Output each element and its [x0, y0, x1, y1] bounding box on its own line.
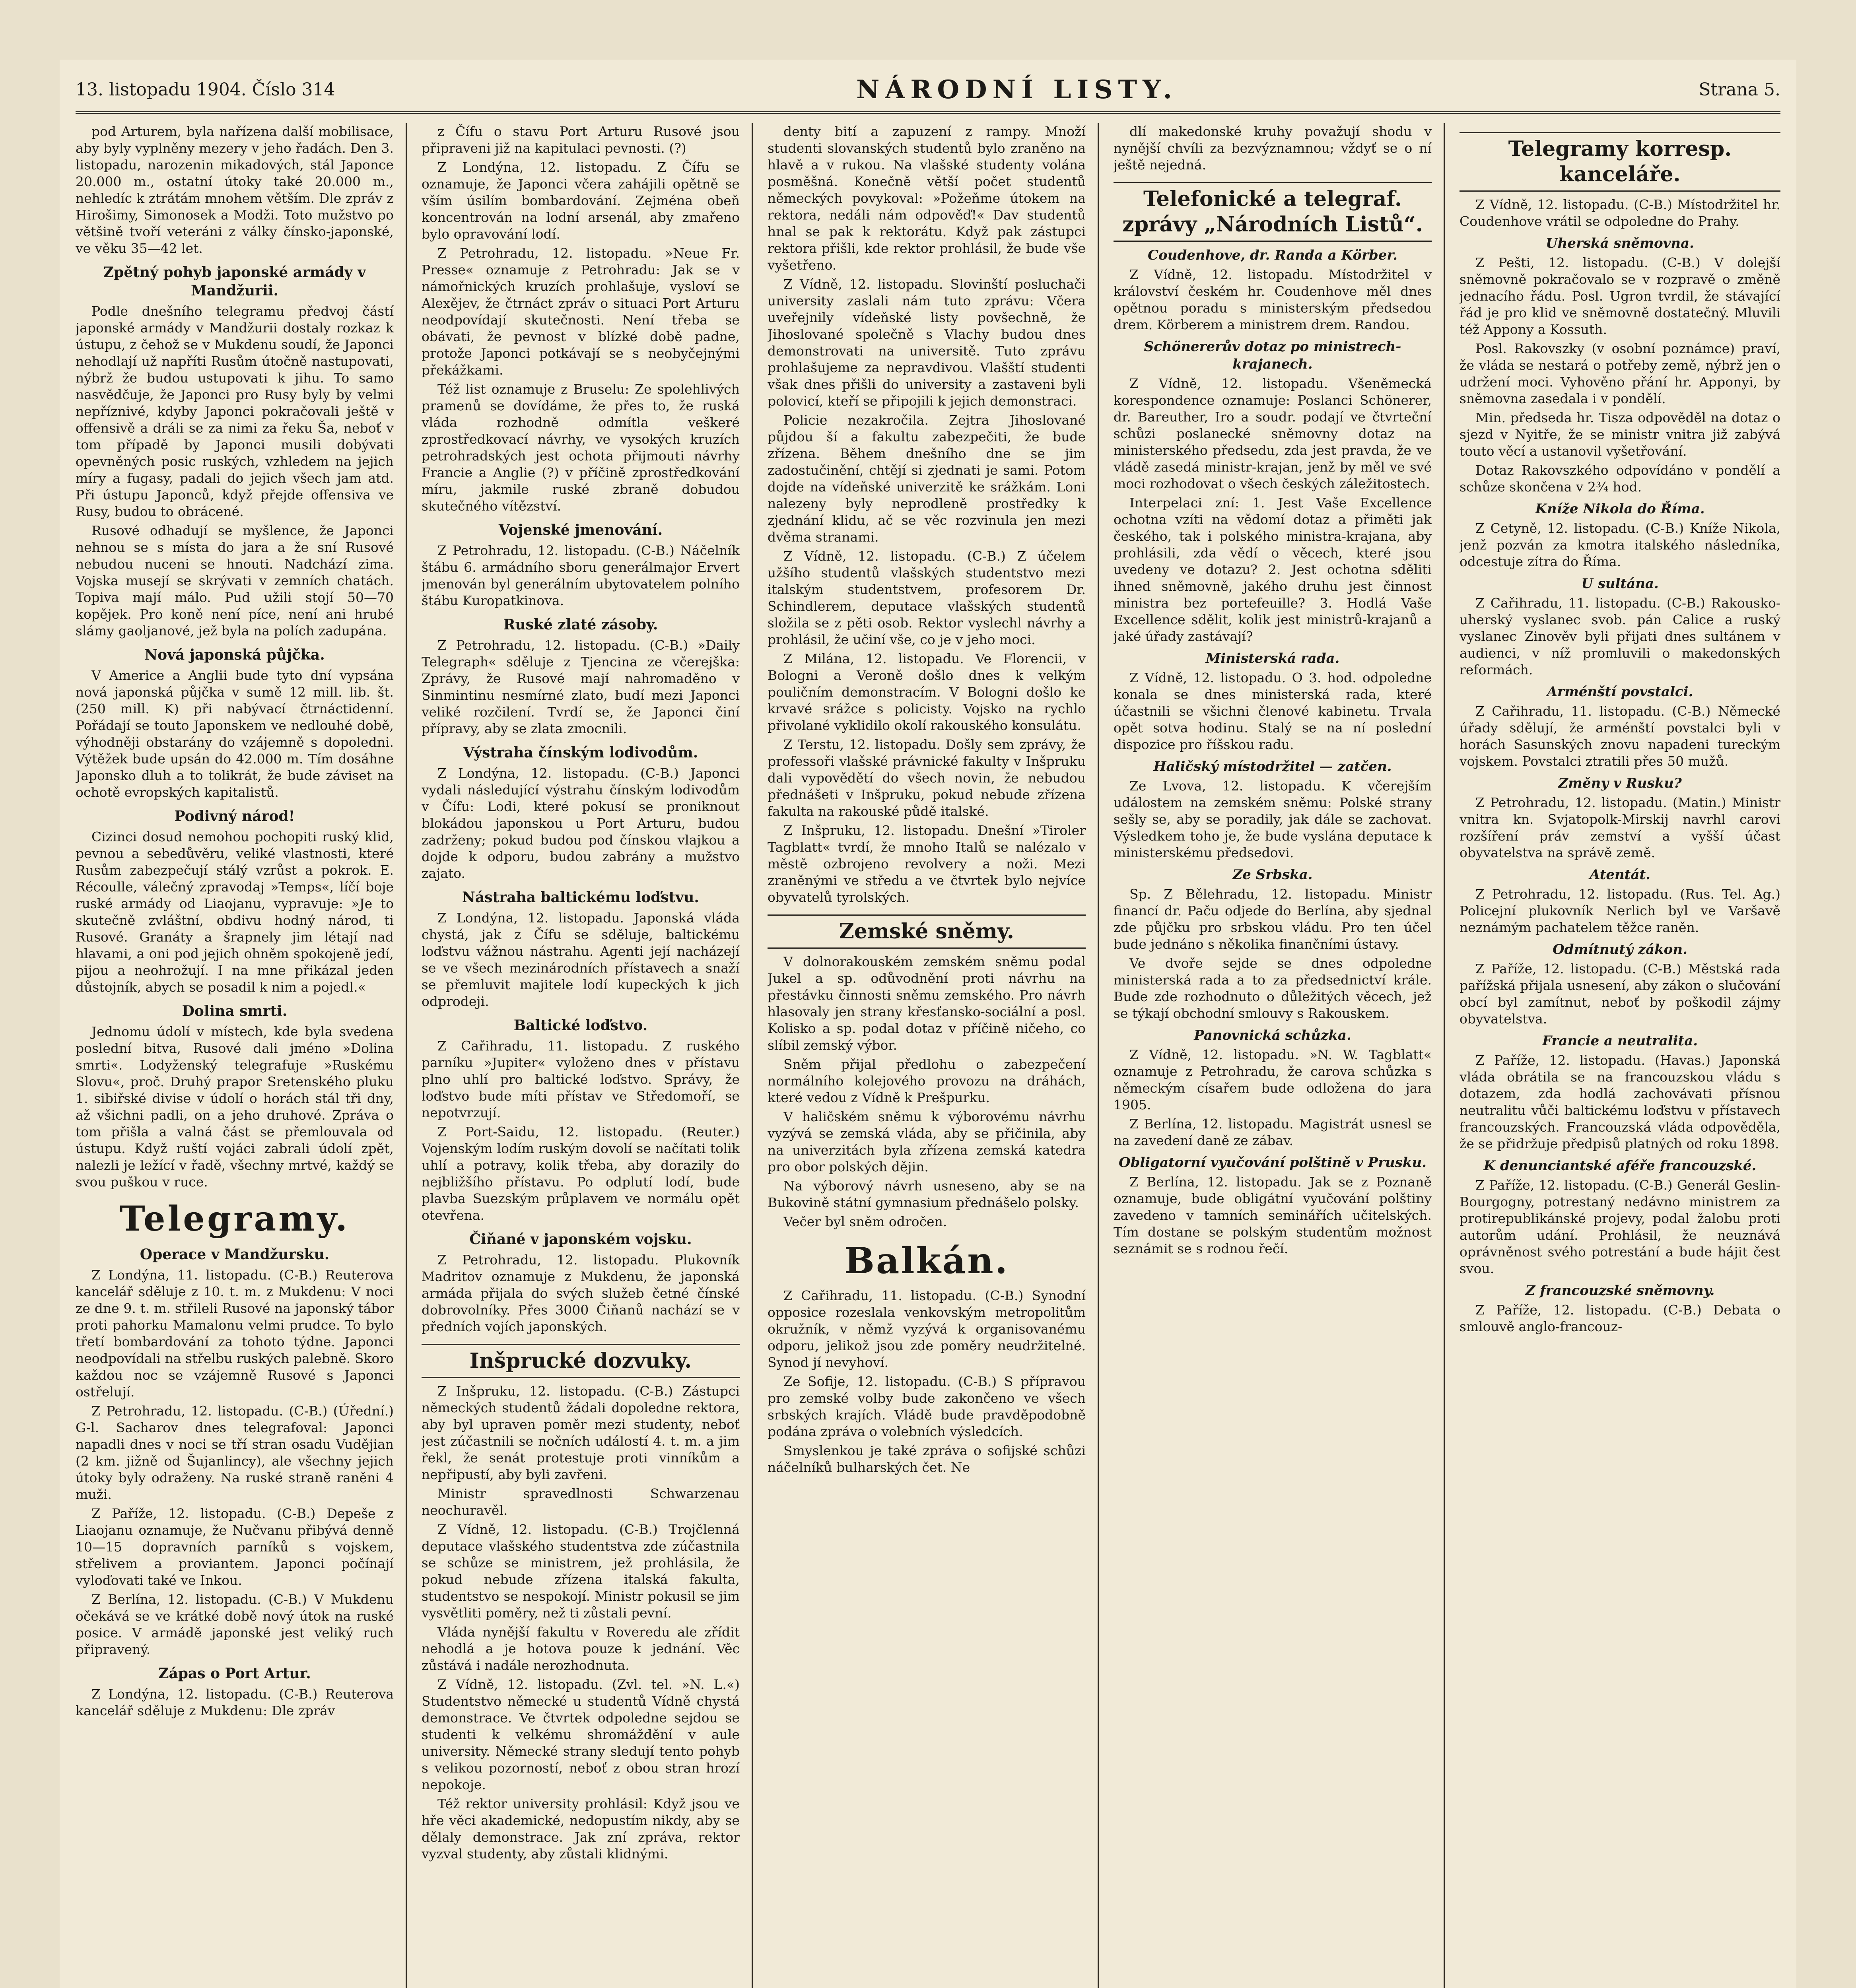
article-text: Z Londýna, 12. listopadu. Japonská vláda chystá, jak z Čífu se sděluje, baltickému loďstvu vážnou nástrahu. Agenti její nacházejí se ve všech mezinárodních přístavech a snaží se přemluvit majitele lodí kupeckých k jich odprodeji.	[422, 910, 740, 1009]
article-text: Na výborový návrh usneseno, aby se na Bukovině státní gymnasium přednášelo polsky.	[768, 1178, 1086, 1210]
article-text: Min. předseda hr. Tisza odpověděl na dotaz o sjezd v Nyitře, že se ministr vnitra již zabývá touto věcí a ustanovil vyšetřování.	[1460, 410, 1780, 459]
article-text: Z Petrohradu, 12. listopadu. (C-B.) (Úřední.) G-l. Sacharov dnes telegrafoval: Japonci napadli dnes v noci se tří stran osadu Vudějian (2 km. jižně od Šujanlincy), ale všechny jejich útoky byly odraženy. Na ruské straně raněni 4 muži.	[76, 1403, 394, 1502]
article-text: Z Londýna, 11. listopadu. (C-B.) Reuterova kancelář sděluje z 10. t. m. z Mukdenu: V noci ze dne 9. t. m. střileli Rusové na japonský tábor proti pahorku Mamalonu velmi prudce. To bylo třetí bombardování za tohoto týdne. Japonci neodpovídali na střelbu ruských palebně. Skoro každou noc se vzájemně Rusové s Japonci ostřelují.	[76, 1267, 394, 1400]
article-text: Z Londýna, 12. listopadu. (C-B.) Reuterova kancelář sděluje z Mukdenu: Dle zpráv	[76, 1686, 394, 1718]
column-2	[422, 123, 740, 1988]
article-text: Sněm přijal předlohu o zabezpečení normálního kolejového provozu na dráhách, které vedou z Vídně k Prešpurku.	[768, 1056, 1086, 1105]
article-headline: Arménští povstalci.	[1547, 684, 1693, 700]
article-text: Z Berlína, 12. listopadu. Jak se z Poznaně oznamuje, bude obligátní vyučování polštiny zavedeno v tamních seminářích učitelských. Tím dostane se polským studentům možnost seznámit se s rodnou řečí.	[1114, 1174, 1432, 1256]
issue-date: 13. listopadu 1904. Číslo 314	[76, 79, 335, 100]
article-text: Podle dnešního telegramu předvoj částí japonské armády v Mandžurii dostaly rozkaz k ústupu, z čehož se v Mukdenu soudí, že Japonci nehodlají už napříti Rusům útočně nastupovati, nýbrž že budou ustupovati k jihu. To samo nasvědčuje, že Japonci pro Rusy byly by velmi nepříznivé, kdyby Japonci pokračovali ještě v offensivě a dráli se za nimi za řeku Ša, neboť v tom případě by Japonci musili dobývati opevněných posic ruských, vzhledem na jejich míry a fugasy, padali do jejich všech jam atd. Při ústupu Japonců, když přejde offensiva ve Rusy, budou to obrácené.	[76, 303, 394, 519]
article-headline: Kníže Nikola do Říma.	[1535, 501, 1705, 517]
article-headline: Coudenhove, dr. Randa a Körber.	[1147, 247, 1397, 263]
article-headline: Uherská sněmovna.	[1546, 235, 1694, 251]
column-rule	[1098, 123, 1099, 1988]
article-text: Z Cetyně, 12. listopadu. (C-B.) Kníže Nikola, jenž pozván za kmotra italského následníka, odcestuje zítra do Říma.	[1460, 520, 1780, 569]
article-text: Z Paříže, 12. listopadu. (C-B.) Městská rada pařížská přijala usnesení, aby zákon o slučování obcí byl zamítnut, neboť by poškodil zájmy obyvatelstva.	[1460, 961, 1780, 1027]
article-headline: Podivný národ!	[174, 808, 295, 825]
article-headline: Panovnická schůzka.	[1194, 1027, 1351, 1043]
article-headline: Atentát.	[1589, 867, 1651, 883]
article-text: denty bití a zapuzení z rampy. Množí studenti slovanských studentů bylo zraněno na hlavě a v rukou. Na vlašské studenty volána posměšná. Konečně větší počet studentů německých povykoval: »Požeňme útokem na rektora, nedáli nám odpověď!« Dav studentů hnal se pak k rektorátu. Když pak zástupci rektora přišli, kde rektor prohlásil, že bude vše vyšetřeno.	[768, 124, 1086, 273]
article-text: Ve dvoře sejde se dnes odpoledne ministerská rada a to za předsednictví krále. Bude zde rozhodnuto o důležitých věcech, jež se týkají obchodní smlouvy s Rakouskem.	[1114, 955, 1432, 1021]
article-text: Sp. Z Bělehradu, 12. listopadu. Ministr financí dr. Paču odjede do Berlína, aby sjednal zde půjčku pro srbskou vládu. Pro ten účel bude jednáno s několika finančními ústavy.	[1114, 886, 1432, 952]
article-text: Dotaz Rakovszkého odpovídáno v pondělí a schůze skončena v 2¾ hod.	[1460, 462, 1780, 495]
article-headline: U sultána.	[1581, 576, 1659, 592]
article-text: Cizinci dosud nemohou pochopiti ruský klid, pevnou a sebedůvěru, veliké vlastnosti, které Rusům zabezpečují stálý vzrůst a pokrok. E. Récoulle, válečný zpravodaj »Temps«, líčí boje ruské armády od Liaojanu, vypravuje: »Je to skutečně zvláštní, obdivu hodný národ, ti Rusové. Granáty a šrapnely jim létají nad hlavami, a oni pod jejich ohněm spokojeně jedí, pijou a neohrožují. I na mne přikázal jeden důstojník, abych se posadil k nim a pojedl.«	[76, 829, 394, 995]
article-text: Z Vídně, 12. listopadu. Místodržitel v království českém hr. Coudenhove měl dnes opětnou poradu s ministerským předsedou drem. Körberem a ministrem drem. Randou.	[1114, 267, 1432, 332]
article-text: Z Berlína, 12. listopadu. Magistrát usnesl se na zavedení daně ze zábav.	[1114, 1116, 1432, 1148]
section-title-telefonicke: Telefonické a telegraf. zprávy „Národních Listů“.	[1114, 182, 1432, 242]
article-text: Z Petrohradu, 12. listopadu. (C-B.) »Daily Telegraph« sděluje z Tjencina ze včerejška: Zprávy, že Rusové mají nahromaděno v Sinmintinu nesmírné zlato, budí mezi Japonci veliké rozčilení. Tvrdí se, že Japonci činí přípravy, aby se zlata zmocnili.	[422, 637, 740, 736]
article-text: Z Petrohradu, 12. listopadu. »Neue Fr. Presse« oznamuje z Petrohradu: Jak se v námořnických kruzích prohlašuje, vysloví se Alexějev, že čtrnáct zpráv o situaci Port Arturu neodpovídají skutečnosti. Není třeba se obávati, že pevnost v blízké době padne, protože Japonci potkávají se s neobyčejnými překážkami.	[422, 245, 740, 378]
article-text: Též rektor university prohlásil: Když jsou ve hře věci akademické, nedopustím nikdy, aby se dělaly demonstrace. Jak zní zpráva, rektor vyzval studenty, aby zůstali klidnými.	[422, 1796, 740, 1862]
article-headline: Nástraha baltickému loďstvu.	[462, 889, 699, 906]
article-text: Též list oznamuje z Bruselu: Ze spolehlivých pramenů se dovídáme, že přes to, že ruská vláda rozhodně odmítla veškeré zprostředkovací návrhy, ve vysokých kruzích petrohradských jest ochota přijmouti návrhy Francie a Anglie (?) v příčině zprostředkování míru, jakmile ruské zbraně dobudou skutečného vítězství.	[422, 381, 740, 514]
article-text: Z Londýna, 12. listopadu. (C-B.) Japonci vydali následující výstrahu čínským lodivodům v Čífu: Lodi, které pokusí se proniknout blokádou japonskou u Port Arturu, budou zadrženy; pokud budou pod čínskou vlajkou a dojde k odporu, budou zabrány a mužstvo zajato.	[422, 765, 740, 881]
article-text: V dolnorakouském zemském sněmu podal Jukel a sp. odůvodnění proti návrhu na přestávku činnosti sněmu zemského. Pro návrh hlasovaly jen strany křesťansko-sociální a posl. Kolisko a sp. podal dotaz v příčině ničeho, co slíbil zemský výbor.	[768, 954, 1086, 1053]
article-text: Z Paříže, 12. listopadu. (C-B.) Depeše z Liaojanu oznamuje, že Nučvanu přibývá denně 10—15 dopravních parníků s vojskem, střelivem a proviantem. Japonci počínají vyloďovati také ve Inkou.	[76, 1506, 394, 1588]
column-1	[76, 123, 394, 1988]
column-5	[1460, 123, 1780, 1988]
masthead	[76, 68, 1780, 114]
article-text: Z Vídně, 12. listopadu. O 3. hod. odpoledne konala se dnes ministerská rada, které účastnili se všichni členové kabinetu. Trvala opět sotva hodinu. Stalý se na ní poslední dispozice pro říšskou radu.	[1114, 670, 1432, 752]
article-text: Z Vídně, 12. listopadu. »N. W. Tagblatt« oznamuje z Petrohradu, že carova schůzka s německým císařem bude odložena do jara 1905.	[1114, 1047, 1432, 1112]
column-rule	[1444, 123, 1445, 1988]
article-headline: Odmítnutý zákon.	[1553, 942, 1687, 957]
article-headline: Dolina smrti.	[182, 1003, 288, 1019]
article-text: Z Petrohradu, 12. listopadu. (Matin.) Ministr vnitra kn. Svjatopolk-Mirskij navrhl carovi rozšíření práv zemství a vyšší účast obyvatelstva na správě země.	[1460, 795, 1780, 860]
article-text: Rusové odhadují se myšlence, že Japonci nehnou se s místa do jara a že sní Rusové nebudou nuceni se hnouti. Nadchází zima. Vojska musejí se skrývati v zemních chatách. Topiva mají málo. Pud užili stojí 50—70 kopějek. Pro koně není píce, není ani hrubé slámy gaoljanové, jež byla na polích zadupána.	[76, 523, 394, 639]
column-rule	[406, 123, 407, 1988]
article-text: pod Arturem, byla nařízena další mobilisace, aby byly vyplněny mezery v jeho řadách. Den 3. listopadu, narozenin mikadových, stál Japonce 20.000 m., ostatní útoky také 20.000 m., nehledíc k ztrátám mnohem větším. Dle zpráv z Hirošimy, Simonosek a Modži. Toto mužstvo po většině tvoří veteráni z války čínsko-japonské, ve věku 35—42 let.	[76, 124, 394, 256]
article-text: Z Petrohradu, 12. listopadu. (Rus. Tel. Ag.) Policejní plukovník Nerlich byl ve Varšavě neznámým pachatelem těžce raněn.	[1460, 886, 1780, 935]
newspaper-page	[60, 60, 1796, 1988]
article-headline: Změny v Rusku?	[1558, 775, 1682, 791]
article-text: Z Paříže, 12. listopadu. (C-B.) Generál Geslin-Bourgogny, potrestaný nedávno ministrem za protirepublikánské projevy, podal žalobu proti autorům udání. Prohlásil, že neuznává oprávněnost svého potrestání a bude hájit čest svou.	[1460, 1177, 1780, 1276]
article-headline: Nová japonská půjčka.	[144, 646, 325, 663]
article-headline: Haličský místodržitel — zatčen.	[1153, 759, 1392, 775]
article-headline: Francie a neutralita.	[1542, 1033, 1698, 1049]
article-headline: Ze Srbska.	[1232, 867, 1313, 883]
article-text: Ze Lvova, 12. listopadu. K včerejším událostem na zemském sněmu: Polské strany sešly se, aby se poradily, jak dále se zachovat. Výsledkem toho je, že bude vyslána deputace k ministerskému předsedovi.	[1114, 778, 1432, 860]
article-text: Z Petrohradu, 12. listopadu. Plukovník Madritov oznamuje z Mukdenu, že japonská armáda přijala do svých služeb četné čínské dobrovolníky. Přes 3000 Čiňanů nachází se v předních vojích japonských.	[422, 1252, 740, 1334]
article-text: Z Cařihradu, 11. listopadu. (C-B.) Synodní opposice rozeslala venkovským metropolitům okružník, v němž vyzývá k organisovanému odporu, jelikož jsou zde poměry neudržitelné. Synod jí nevyhoví.	[768, 1288, 1086, 1370]
article-text: Z Vídně, 12. listopadu. Všeněmecká korespondence oznamuje: Poslanci Schönerer, dr. Bareuther, Iro a soudr. podají ve čtvrteční schůzi poslanecké sněmovny dotaz na ministerského předsedu, zda jest pravda, že ve vládě zasedá ministr-krajan, jenž by měl ve své moci rozhodovat o všech českých záležitostech.	[1114, 376, 1432, 491]
column-3	[768, 123, 1086, 1988]
article-text: Z Vídně, 12. listopadu. (C-B.) Místodržitel hr. Coudenhove vrátil se odpoledne do Prahy.	[1460, 197, 1780, 229]
article-headline: Z francouzské sněmovny.	[1525, 1283, 1715, 1299]
article-text: Z Terstu, 12. listopadu. Došly sem zprávy, že professoři vlašské právnické fakulty v Inšpruku dali vypovědětí do všech novin, že nebudou přednášeti v Inšpruku, pokud nebude zřízena fakulta na rakouské půdě italské.	[768, 737, 1086, 819]
article-headline: Čiňané v japonském vojsku.	[469, 1231, 692, 1248]
article-text: Z Cařihradu, 11. listopadu. (C-B.) Německé úřady sdělují, že arménští povstalci byli v horách Sasunských znovu napadeni tureckým vojskem. Povstalci ztratili přes 50 mužů.	[1460, 703, 1780, 769]
article-headline: Ministerská rada.	[1205, 650, 1340, 666]
article-headline: Schönererův dotaz po ministrech-krajanech.	[1144, 339, 1401, 372]
article-text: Z Cařihradu, 11. listopadu. Z ruského parníku »Jupiter« vyloženo dnes v přístavu plno uhlí pro baltické loďstvo. Správy, že loďstvo bude míti přístav ve Středomoří, se nepotvrzují.	[422, 1038, 740, 1120]
article-text: Z Pešti, 12. listopadu. (C-B.) V dolejší sněmovně pokračovalo se v rozpravě o změně jednacího řádu. Posl. Ugron tvrdil, že stávající řád je pro klid ve sněmovně dostatečný. Mluvili též Appony a Kossuth.	[1460, 255, 1780, 337]
article-text: V Americe a Anglii bude tyto dní vypsána nová japonská půjčka v sumě 12 mill. lib. št. (250 mill. K) při nabývací čtrnáctidenní. Pořádají se touto Japonskem ve nedlouhé době, výhodněji obstarány do vzájemně s dopoledni. Výtěžek bude upsán do 42.000 m. Tím dosáhne Japonsko dluh a to tolikrát, že bude záviset na ochotě evropských kapitalistů.	[76, 668, 394, 800]
column-rule	[752, 123, 753, 1988]
article-headline: Vojenské jmenování.	[498, 522, 663, 538]
article-headline: Zápas o Port Artur.	[158, 1665, 311, 1682]
article-text: Z Vídně, 12. listopadu. (C-B.) Z účelem užšího studentů vlašských studentstvo mezi italským studentstvem, profesorem Dr. Schindlerem, deputace vlašských studentů složila se z pěti osob. Rektor vyslechl návrhy a prohlásil, že učiní vše, co je v jeho moci.	[768, 548, 1086, 647]
section-title-korresp: Telegramy korresp. kanceláře.	[1460, 132, 1780, 192]
article-text: Z Londýna, 12. listopadu. Z Čífu se oznamuje, že Japonci včera zahájili opětně se vším úsilím bombardování. Zejména obeň koncentrován na lodní arsenál, aby zmařeno bylo opravování lodí.	[422, 159, 740, 242]
article-text: Vláda nynější fakultu v Roveredu ale zřídit nehodlá a je hotova pouze k jednání. Věc zůstává i nadále nerozhodnuta.	[422, 1624, 740, 1673]
column-4	[1114, 123, 1432, 1988]
page-number: Strana 5.	[1699, 79, 1780, 100]
article-headline: K denunciantské aféře francouzské.	[1483, 1158, 1757, 1174]
article-text: Z Milána, 12. listopadu. Ve Florencii, v Bologni a Veroně došlo dnes k velkým pouličním demonstracím. V Bologni došlo ke krvavé srážce s policisty. Vojsko na rychlo přivolané vyklidilo okolí rakouského konsulátu.	[768, 651, 1086, 733]
article-headline: Výstraha čínským lodivodům.	[463, 744, 698, 761]
article-text: Z Port-Saidu, 12. listopadu. (Reuter.) Vojenským lodím ruským dovolí se načítati tolik uhlí a potravy, kolik třeba, aby dorazily do nejbližšího přístavu. Po odplutí lodí, bude plavba Suezským průplavem ve normálu opět otevřena.	[422, 1124, 740, 1223]
article-headline: Obligatorní vyučování polštině v Prusku.	[1118, 1155, 1427, 1171]
article-text: Z Petrohradu, 12. listopadu. (C-B.) Náčelník štábu 6. armádního sboru generálmajor Ervert jmenován byl generálním ubytovatelem polního štábu Kuropatkinova.	[422, 543, 740, 608]
article-text: Policie nezakročila. Zejtra Jihoslované půjdou ší a fakultu zabezpečiti, že bude zřízena. Během dnešního dne se jim zadostučinění, chtějí si zjednati je sami. Potom dojde na vídeňské univerzitě ke srážkám. Loni nalezeny byly neprodleně prostředky k zjednání klidu, ač se věc rozvinula jen mezi dvěma stranami.	[768, 412, 1086, 545]
article-text: Z Vídně, 12. listopadu. Slovinští posluchači university zaslali nám tuto zprávu: Včera uveřejnily vídeňské listy povšechně, že Jihoslované společně s Vlachy budou dnes demonstrovati na universitě. Tuto zprávu prohlašujeme za nepravdivou. Vlašští studenti však dnes přišli do university a zastaveni byli polovicí, kteří se připojili k jejich demonstraci.	[768, 276, 1086, 409]
section-title-zemske-snemy: Zemské sněmy.	[768, 914, 1086, 949]
article-text: Z Inšpruku, 12. listopadu. (C-B.) Zástupci německých studentů žádali dopoledne rektora, aby byl upraven poměr mezi studenty, neboť jest zúčastnili se nočních událostí 4. t. m. a jim řekl, že senát protestuje proti vinníkům a nepřipustí, aby byli zavřeni.	[422, 1383, 740, 1482]
section-title-telegramy: Telegramy.	[119, 1199, 350, 1239]
section-title-balkan: Balkán.	[844, 1240, 1009, 1282]
section-title-inspruck: Inšprucké dozvuky.	[422, 1344, 740, 1378]
article-text: Večer byl sněm odročen.	[783, 1214, 947, 1229]
article-text: Z Berlína, 12. listopadu. (C-B.) V Mukdenu očekává se ve krátké době nový útok na ruské posice. V armádě japonské jest veliký ruch připravený.	[76, 1592, 394, 1657]
article-text: Z Inšpruku, 12. listopadu. Dnešní »Tiroler Tagblatt« tvrdí, že mnoho Italů se nalézalo v městě ozbrojeno revolvery a noži. Mezi zraněnými ve středu a ve čtvrtek bylo nejvíce obyvatelů tyrolských.	[768, 823, 1086, 905]
article-headline: Zpětný pohyb japonské armády v Mandžurii.	[103, 264, 366, 299]
article-headline: Ruské zlaté zásoby.	[503, 616, 658, 633]
article-text: z Čífu o stavu Port Arturu Rusové jsou připraveni již na kapitulaci pevnosti. (?)	[422, 124, 740, 156]
article-text: Ze Sofije, 12. listopadu. (C-B.) S přípravou pro zemské volby bude zakončeno ve všech srbských krajích. Vládě bude pravděpodobně podána zpráva o volebních výsledcích.	[768, 1374, 1086, 1439]
article-text: Z Vídně, 12. listopadu. (Zvl. tel. »N. L.«) Studentstvo německé u studentů Vídně chystá demonstrace. Ve čtvrtek odpoledne sejdou se studenti k velkému shromáždění v aule university. Německé strany sledují tento pohyb s velikou pozorností, neboť z obou stran hrozí nepokoje.	[422, 1677, 740, 1792]
article-text: Smyslenkou je také zpráva o sofijské schůzi náčelníků bulharských čet. Ne	[768, 1443, 1086, 1475]
article-headline: Operace v Mandžursku.	[140, 1246, 330, 1263]
article-text: Jednomu údolí v místech, kde byla svedena poslední bitva, Rusové dali jméno »Dolina smrti«. Lodyženský telegrafuje »Ruskému Slovu«, proč. Druhý prapor Sretenského pluku 1. sibiřské divise v údolí o horách stál tři dny, až všichni padli, on a jeho druhové. Zpráva o tom přišla a valná část se přemlouvala od ústupu. Když ruští vojáci zabrali údolí zpět, nalezli je ležící v řadě, všechny mrtvé, každý se svou puškou v ruce.	[76, 1024, 394, 1190]
article-text: Interpelaci zní: 1. Jest Vaše Excellence ochotna vzíti na vědomí dotaz a přiměti jak českého, tak i polského ministra-krajana, aby prohlásili, zda vědí o věcech, které jsou uvedeny ve dotazu? 2. Jest ochotna sděliti ihned sněmovně, jakého druhu jest činnost ministra bez portefeuille? 3. Hodlá Vaše Excellence sdělit, kolik jest ministrů-krajanů a jaké úřady zastávají?	[1114, 495, 1432, 644]
article-text: Posl. Rakovszky (v osobní poznámce) praví, že vláda se nestará o potřeby země, nýbrž jen o udržení moci. Vyhověno přání hr. Apponyi, by sněmovna zasedala i v pondělí.	[1460, 341, 1780, 406]
newspaper-title: NÁRODNÍ LISTY.	[856, 74, 1178, 105]
article-headline: Baltické loďstvo.	[513, 1017, 648, 1034]
article-text: Z Vídně, 12. listopadu. (C-B.) Trojčlenná deputace vlašského studentstva zde zúčastnila se schůze se ministrem, jež prohlásila, že pokud nebude zřízena italská fakulta, studentstvo se nespokojí. Ministr pokusil se jim vysvětliti poměry, než ti zůstali pevní.	[422, 1522, 740, 1621]
article-text: Z Paříže, 12. listopadu. (C-B.) Debata o smlouvě anglo-francouz-	[1460, 1302, 1780, 1334]
article-text: Z Paříže, 12. listopadu. (Havas.) Japonská vláda obrátila se na francouzskou vládu s dotazem, zda hodlá zachovávati přísnou neutralitu vůči baltickému loďstvu v přístavech francouzských. Francouzská vláda odpověděla, že se přidržuje předpisů platných od roku 1898.	[1460, 1052, 1780, 1151]
article-text: Z Cařihradu, 11. listopadu. (C-B.) Rakousko-uherský vyslanec svob. pán Calice a ruský vyslanec Zinověv byli přijati dnes sultánem v audienci, v níž promluvili o makedonských reformách.	[1460, 595, 1780, 678]
article-text: V haličském sněmu k výborovému návrhu vyzývá se zemská vláda, aby se přičinila, aby na univerzitách byla zřízena zemská katedra pro obor polských dějin.	[768, 1109, 1086, 1175]
article-text: Ministr spravedlnosti Schwarzenau neochuravěl.	[422, 1486, 740, 1518]
article-text: dlí makedonské kruhy považují shodu v nynější chvíli za bezvýznamnou; vždyť se o ní ještě nejedná.	[1114, 124, 1432, 173]
